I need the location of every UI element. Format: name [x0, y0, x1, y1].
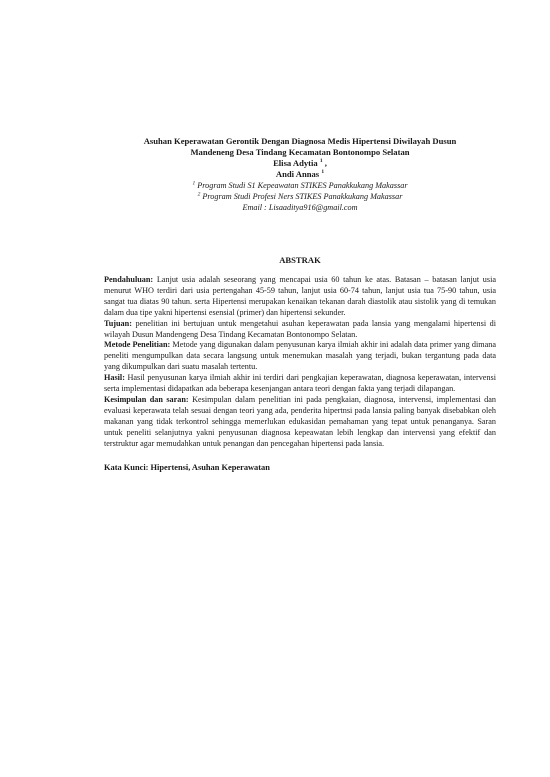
author-affil-mark: 1 — [319, 158, 323, 165]
affil-mark: 1 — [192, 180, 196, 187]
keywords-line: Kata Kunci: Hipertensi, Asuhan Keperawatan — [104, 462, 270, 472]
paragraph-text: Metode yang digunakan dalam penyusunan karya ilmiah akhir ini adalah data primer yang dimana peneliti mengumpulkan data secara langsung untuk menemukan masalah yang terjadi, bukan tergantung pada data yang dikumpulkan dari suatu masalah tertentu. — [104, 340, 496, 372]
paragraph-text: Lanjut usia adalah seseorang yang mencapai usia 60 tahun ke atas. Batasan – batasan lanjut usia menurut WHO terdiri dari usia pertengahan 45-59 tahun, lanjut usia 60-74 tahun, lanjut usia tua 75-90 tahun, usia sangat tua diatas 90 tahun. serta Hipertensi merupakan kenaikan tekanan darah diastolik atau sistolik yang di temukan dalam dua tipe yakni hipertensi esensial (primer) dan hipertensi sekunder. — [104, 275, 496, 317]
paragraph-label: Hasil: — [104, 373, 125, 383]
affil-mark: 2 — [197, 191, 201, 198]
abstract-paragraph-introduction — [104, 275, 496, 319]
author-2 — [104, 169, 496, 180]
author-email: Email : Lisaaditya916@gmail.com — [242, 203, 358, 212]
paper-page — [104, 136, 496, 472]
paragraph-label: Metode Penelitian: — [104, 340, 171, 350]
author-affil-mark: 1 — [321, 169, 325, 176]
paragraph-label: Pendahuluan: — [104, 275, 154, 284]
abstract-paragraph-results — [104, 373, 496, 395]
affiliation-list — [104, 180, 496, 213]
abstract-paragraph-method — [104, 340, 496, 373]
affiliation-1 — [104, 180, 496, 191]
affiliation-2 — [104, 191, 496, 202]
paragraph-text: penelitian ini bertujuan untuk mengetahui asuhan keperawatan pada lansia yang mengalami hipertensi di wilayah Dusun Mandengeng Desa Tindang Kecamatan Bontonompo Selatan. — [104, 318, 496, 339]
author-list — [104, 158, 496, 180]
title-line-1: Asuhan Keperawatan Gerontik Dengan Diagnosa Medis Hipertensi Diwilayah Dusun — [143, 136, 457, 146]
paper-title — [104, 136, 496, 158]
abstract-paragraph-objective — [104, 319, 496, 341]
author-1 — [104, 158, 496, 169]
abstract-heading: ABSTRAK — [279, 255, 321, 265]
author-name: Andi Annas — [275, 169, 320, 179]
paragraph-text: Hasil penyusunan karya ilmiah akhir ini terdiri dari pengkajian keperawatan, diagnosa keperawatan, intervensi serta implementasi didapatkan ada beberapa kesenjangan antara teori dengan fakta yang terjadi dilapangan. — [104, 373, 496, 394]
affil-text: Program Studi S1 Kepeawatan STIKES Panakkukang Makassar — [195, 181, 408, 190]
author-suffix: , — [322, 158, 327, 168]
paragraph-label: Tujuan: — [104, 318, 132, 328]
abstract-body — [104, 275, 496, 450]
author-name: Elisa Adytia — [273, 158, 318, 168]
affil-text: Program Studi Profesi Ners STIKES Panakkukang Makassar — [200, 192, 403, 201]
paragraph-label: Kesimpulan dan saran: — [104, 394, 189, 404]
paragraph-text: Kesimpulan dalam penelitian ini pada pengkaian, diagnosa, intervensi, implementasi dan evaluasi keperawata telah sesuai dengan teori yang ada, penderita hipertnsi pada lansia paling banyak disebabkan oleh makanan yang tidak terkontrol sehingga memerlukan edukasidan pemahaman yang tepat untuk penanganya. Saran untuk peneliti selanjutnya yakni penyusunan diagnosa kepeawatan lebih lengkap dan intervensi yang efektif dan terstruktur agar memudahkan untuk penangan dan pencegahan hipertensi pada lansia. — [104, 394, 496, 448]
title-line-2: Mandeneng Desa Tindang Kecamatan Bontonompo Selatan — [190, 147, 410, 157]
abstract-paragraph-conclusion — [104, 395, 496, 450]
